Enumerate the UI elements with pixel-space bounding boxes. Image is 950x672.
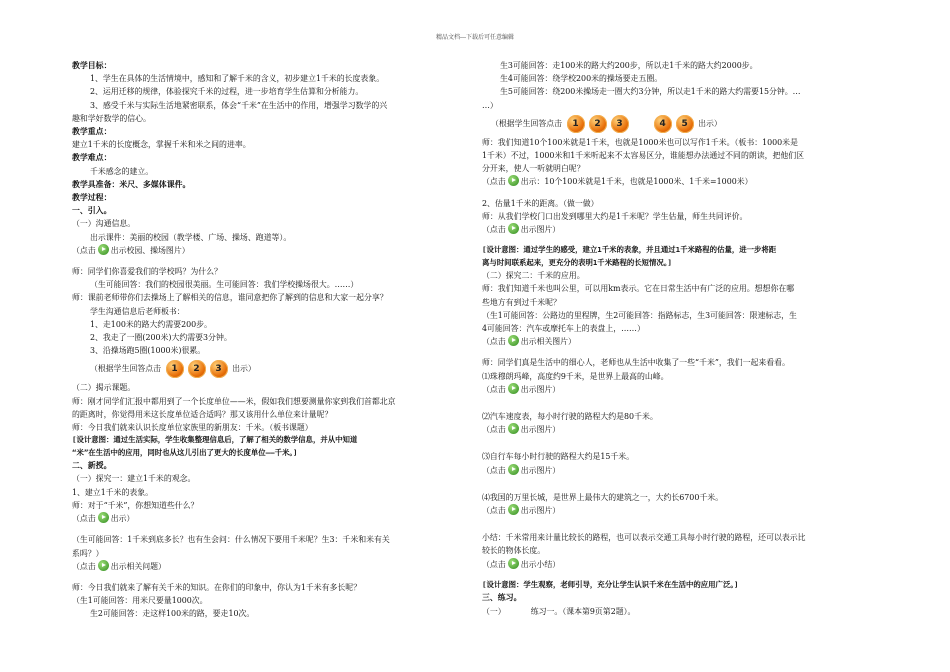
left-column [72, 59, 472, 621]
subsection-communicate: （一）沟通信息。 [72, 219, 136, 229]
example-speedometer: ⑵汽车速度表，每小时行驶的路程大约是80千米。 [482, 412, 658, 422]
click-line-great-wall [482, 504, 882, 517]
board-item-3: 3、沿操场跑5圈(1000米)很累。 [90, 346, 206, 356]
student-questions-cont: 系吗？） [72, 548, 104, 558]
page-header: 精品文档---下载后可任意编辑 [435, 34, 515, 41]
heading-process: 教学过程： [72, 193, 112, 203]
click-label: （点击 [482, 337, 506, 347]
practice-item [482, 605, 882, 618]
click-label: （点击 [482, 177, 506, 187]
click-label: （点击 [482, 384, 506, 394]
explore-one: （一）探究一：建立1千米的观念。 [72, 474, 196, 484]
play-button-icon[interactable] [508, 558, 519, 569]
difficulty-text: 千米感念的建立。 [90, 166, 154, 176]
play-button-icon[interactable] [508, 175, 519, 186]
example-everest: ⑴珠穆朗玛峰，高度约9千米，是世界上最高的山峰。 [482, 371, 669, 381]
click-result: 出示） [232, 364, 256, 374]
student-2-answer: 生2可能回答：走这样100米的路，要走10次。 [90, 609, 255, 619]
board-intro: 学生沟通信息后老师板书： [90, 306, 185, 316]
click-label: （根据学生回答点击 [90, 364, 162, 374]
teacher-ask-km: 师：对于“千米”，你想知道些什么？ [72, 500, 199, 510]
design-intent-1-cont: “米”在生活中的应用，同时也从这儿引出了更大的长度单位——千米。] [72, 447, 298, 457]
click-label: （点击 [72, 561, 96, 571]
click-label: （点击 [482, 465, 506, 475]
km-intro: 师：我们知道千米也叫公里，可以用km表示。它在日常生活中有广泛的应用。想想你在哪 [482, 284, 795, 294]
number-button-3[interactable]: 3 [611, 115, 629, 133]
student-1-answer: （生1可能回答：用米尺要量1000次。 [72, 596, 208, 606]
click-line-campus [72, 244, 472, 257]
km-intro-cont: 些地方有到过千米呢？ [482, 297, 561, 307]
student-examples: （生1可能回答：公路边的里程牌，生2可能回答：指路标志，生3可能回答：限速标志，生 [482, 310, 797, 320]
heading-materials: 教学具准备：米尺、多媒体课件。 [72, 179, 191, 189]
student-questions: （生可能回答：1千米到底多长？也有生会问：什么情况下要用千米呢？生3：千米和米有关 [72, 535, 390, 545]
number-button-3[interactable]: 3 [210, 360, 228, 378]
click-label: （点击 [482, 559, 506, 569]
design-intent-2: [设计意图：通过学生的感受，建立1千米的表象，并且通过1千米路程的估量，进一步将距 [482, 245, 777, 255]
example-bicycle: ⑶自行车每小时行驶的路程大约是15千米。 [482, 452, 635, 462]
student-5-answer: 生5可能回答：绕200米操场走一圈大约3分钟，所以走1千米的路大约需要15分钟。… [500, 87, 801, 97]
teacher-question: 师：同学们你喜爱我们的学校吗？为什么？ [72, 267, 222, 277]
click-line-bicycle [482, 464, 882, 477]
click-line-show [72, 512, 472, 525]
teacher-today: 师：今日我们就来了解有关千米的知识。在你们的印象中，你认为1千米有多长呢？ [72, 582, 362, 592]
click-line-numbers-5 [482, 112, 882, 136]
click-result: 出示） [698, 118, 722, 128]
objective-2: 2、运用迁移的规律，体验探究千米的过程，进一步培育学生估算和分析能力。 [90, 87, 364, 97]
click-result: 出示图片） [520, 425, 561, 435]
click-line-equation [482, 175, 882, 188]
number-button-1[interactable]: 1 [166, 360, 184, 378]
key-point-text: 建立1千米的长度概念，掌握千米和米之间的进率。 [72, 140, 251, 150]
click-line-summary [482, 558, 882, 571]
click-result: 出示） [110, 514, 135, 524]
play-button-icon[interactable] [508, 423, 519, 434]
click-line-estimate [482, 223, 882, 236]
student-examples-cont: 4可能回答：汽车或摩托车上的表盘上，……） [482, 324, 645, 334]
click-label: （点击 [482, 425, 506, 435]
number-button-5[interactable]: 5 [676, 115, 694, 133]
objective-3-cont: 趣和学好数学的信心。 [72, 113, 151, 123]
student-5-answer-cont: …） [482, 100, 498, 110]
summary-text: 小结：千米常用来计量比较长的路程，也可以表示交通工具每小时行驶的路程，还可以表示比 [482, 533, 806, 543]
heading-objectives: 教学目标： [72, 61, 112, 70]
objective-1: 1、学生在具体的生活情境中，感知和了解千米的含义，初步建立1千米的长度表象。 [90, 74, 385, 84]
courseware-text: 出示课件：美丽的校园（教学楼、广场、操场、跑道等）。 [90, 232, 292, 242]
click-label: （点击 [72, 514, 96, 524]
teacher-explain: 师：我们知道10个100米就是1千米，也就是1000米也可以写作1千米。（板书：1000米是 [482, 137, 798, 147]
teacher-unit-text: 师：刚才同学们汇报中都用到了一个长度单位——米，假如我们想要测量你家到我们首都北京 [72, 396, 396, 406]
click-line-speedometer [482, 423, 882, 436]
number-button-2[interactable]: 2 [188, 360, 206, 378]
teacher-explain-3: 分开来，使人一听就明白呢？ [482, 164, 585, 174]
student-3-answer: 生3可能回答：走100米的路大约200步，所以走1千米的路大约2000步。 [500, 61, 758, 70]
section-new: 二、新授。 [72, 461, 112, 471]
click-line-everest [482, 383, 882, 396]
design-intent-3: [设计意图：学生观察，老师引导，充分让学生认识千米在生活中的应用广泛。] [482, 579, 739, 589]
click-label: （点击 [482, 506, 506, 516]
student-4-answer: 生4可能回答：绕学校200米的操场要走五圈。 [500, 74, 663, 84]
number-button-1[interactable]: 1 [567, 115, 585, 133]
estimate-heading: 2、估量1千米的距离。（做一做） [482, 198, 599, 208]
play-button-icon[interactable] [98, 560, 109, 571]
section-practice: 三、练习。 [482, 593, 522, 603]
click-result: 出示图片） [520, 384, 561, 394]
click-line-related [482, 335, 882, 348]
play-button-icon[interactable] [98, 244, 109, 255]
build-image: 1、建立1千米的表象。 [72, 487, 154, 497]
example-great-wall: ⑷我国的万里长城，是世界上最伟大的建筑之一，大约长6700千米。 [482, 492, 724, 502]
design-intent-2-cont: 离与时间联系起来，更充分的表明1千米路程的长短情况。] [482, 257, 672, 267]
click-result: 出示：10个100米就是1千米，也就是1000米、1千米=1000米） [520, 177, 753, 187]
click-label: （点击 [72, 245, 96, 255]
number-button-2[interactable]: 2 [589, 115, 607, 133]
click-result: 出示校园、操场图片） [110, 245, 190, 255]
click-label: （点击 [482, 225, 506, 235]
student-answer: （生可能回答：我们的校园很美丽。生可能回答：我们学校操场很大。……） [90, 280, 359, 290]
heading-key-point: 教学重点： [72, 127, 112, 137]
play-button-icon[interactable] [508, 223, 519, 234]
section-intro: 一、引入。 [72, 206, 112, 216]
teacher-prompt: 师：课前老师带你们去操场上了解相关的信息，谁同意把你了解到的信息和大家一起分享？ [72, 293, 388, 303]
teacher-topic: 师：今日我们就来认识长度单位家族里的新朋友：千米。（板书课题） [72, 423, 313, 433]
number-button-4[interactable]: 4 [654, 115, 672, 133]
click-result: 出示图片） [520, 225, 561, 235]
play-button-icon[interactable] [508, 335, 519, 346]
teacher-collect: 师：同学们真是生活中的细心人，老师也从生活中收集了一些“千米”，我们一起来看看。 [482, 358, 790, 368]
click-label: （根据学生回答点击 [491, 118, 563, 128]
play-button-icon[interactable] [508, 383, 519, 394]
summary-text-cont: 较长的物体长度。 [482, 546, 546, 556]
design-intent-1: [设计意图：通过生活实际，学生收集整理信息后，了解了相关的数学信息，并从中知道 [72, 435, 358, 445]
click-result: 出示图片） [520, 465, 561, 475]
play-button-icon[interactable] [508, 464, 519, 475]
practice-number: （一） [482, 606, 506, 616]
teacher-explain-2: 1千米）不过，1000米和1千米听起来不太容易区分，谁能想办法通过不同的朗读，把他们区 [482, 151, 805, 161]
practice-text: 练习一。（课本第9页第2题）。 [530, 606, 636, 616]
board-item-2: 2、我走了一圈(200米)大约需要3分钟。 [90, 333, 232, 343]
click-result: 出示图片） [520, 506, 561, 516]
estimate-teacher: 师：从我们学校门口出发到哪里大约是1千米呢？学生估量，师生共同评价。 [482, 211, 748, 221]
teacher-unit-text-cont: 的距离时，你觉得用米这长度单位适合适吗？那又该用什么单位来计量呢？ [72, 409, 333, 419]
subsection-reveal: （二）揭示课题。 [72, 383, 136, 393]
click-line-questions [72, 560, 472, 573]
board-item-1: 1、走100米的路大约需要200步。 [90, 319, 212, 329]
play-button-icon[interactable] [98, 512, 109, 523]
heading-difficulty: 教学难点： [72, 153, 112, 163]
objective-3: 3、感受千米与实际生活地紧密联系，体会“千米”在生活中的作用，增强学习数学的兴 [90, 100, 388, 110]
explore-two: （二）探究二：千米的应用。 [482, 271, 585, 281]
right-column [482, 59, 882, 618]
click-result: 出示相关图片） [520, 337, 576, 347]
click-result: 出示小结） [520, 559, 561, 569]
click-result: 出示相关问题） [110, 561, 166, 571]
play-button-icon[interactable] [508, 504, 519, 515]
click-line-numbers [72, 357, 472, 381]
